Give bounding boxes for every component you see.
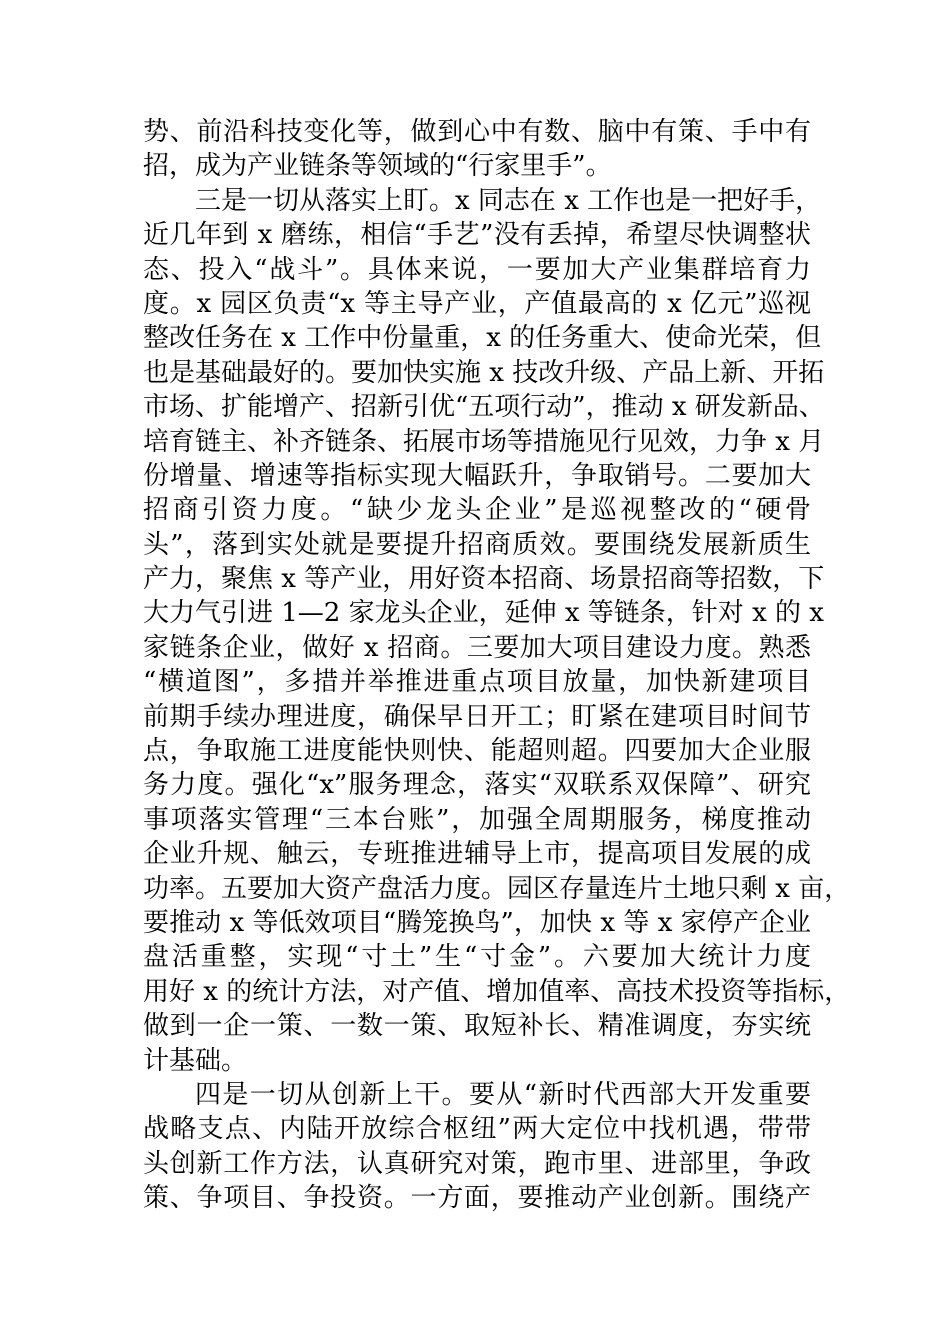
text-line: 度。x 园区负责“x 等主导产业，产值最高的 x 亿元”巡视 [143,288,811,319]
text-line: 点，争取施工进度能快则快、能超则超。四要加大企业服 [143,736,811,767]
text-line: 大力气引进 1—2 家龙头企业，延伸 x 等链条，针对 x 的 x [143,598,824,629]
text-line: 战略支点、内陆开放综合枢纽”两大定位中找机遇，带带 [143,1114,811,1145]
text-line: 务力度。强化“x”服务理念，落实“双联系双保障”、研究 [143,770,811,801]
text-line: 培育链主、补齐链条、拓展市场等措施见行见效，力争 x 月 [143,426,825,457]
text-line: 态、投入“战斗”。具体来说，一要加大产业集群培育力 [143,254,811,285]
text-line: 也是基础最好的。要加快实施 x 技改升级、产品上新、开拓 [143,357,825,388]
text-line: 盘活重整，实现“寸土”生“寸金”。六要加大统计力度 [143,942,811,973]
text-line: 做到一企一策、一数一策、取短补长、精准调度，夯实统 [143,1011,811,1042]
text-line: 事项落实管理“三本台账”，加强全周期服务，梯度推动 [143,804,811,835]
text-line: 企业升规、触云，专班推进辅导上市，提高项目发展的成 [143,839,811,870]
document-body [143,115,851,1216]
text-line: 势、前沿科技变化等，做到心中有数、脑中有策、手中有 [143,117,811,147]
text-line: 家链条企业，做好 x 招商。三要加大项目建设力度。熟悉 [143,632,811,663]
text-line: 功率。五要加大资产盘活力度。园区存量连片土地只剩 x 亩， [143,873,851,904]
text-line: 市场、扩能增产、招新引优“五项行动”，推动 x 研发新品、 [143,392,825,423]
text-line: 要推动 x 等低效项目“腾笼换鸟”，加快 x 等 x 家停产企业 [143,907,811,938]
text-line: 策、争项目、争投资。一方面，要推动产业创新。围绕产 [143,1183,811,1214]
text-line: 头创新工作方法，认真研究对策，跑市里、进部里，争政 [143,1148,811,1179]
text-line: 招，成为产业链条等领域的“行家里手”。 [143,151,612,182]
text-line: 近几年到 x 磨练，相信“手艺”没有丢掉，希望尽快调整状 [143,220,811,251]
text-line: 招商引资力度。“缺少龙头企业”是巡视整改的“硬骨 [143,495,811,526]
text-line: 整改任务在 x 工作中份量重，x 的任务重大、使命光荣，但 [143,323,822,354]
text-line: 产力，聚焦 x 等产业，用好资本招商、场景招商等招数，下 [143,564,825,595]
text-line: 三是一切从落实上盯。x 同志在 x 工作也是一把好手， [195,185,822,216]
text-line: 前期手续办理进度，确保早日开工；盯紧在建项目时间节 [143,701,811,732]
text-line: “横道图”，多措并举推进重点项目放量，加快新建项目 [143,667,811,698]
text-line: 份增量、增速等指标实现大幅跃升，争取销号。二要加大 [143,460,811,491]
text-line: 头”，落到实处就是要提升招商质效。要围绕发展新质生 [143,529,811,560]
text-line: 四是一切从创新上干。要从“新时代西部大开发重要 [195,1079,811,1110]
text-line: 计基础。 [143,1045,248,1076]
text-line: 用好 x 的统计方法，对产值、增加值率、高技术投资等指标， [143,976,851,1007]
